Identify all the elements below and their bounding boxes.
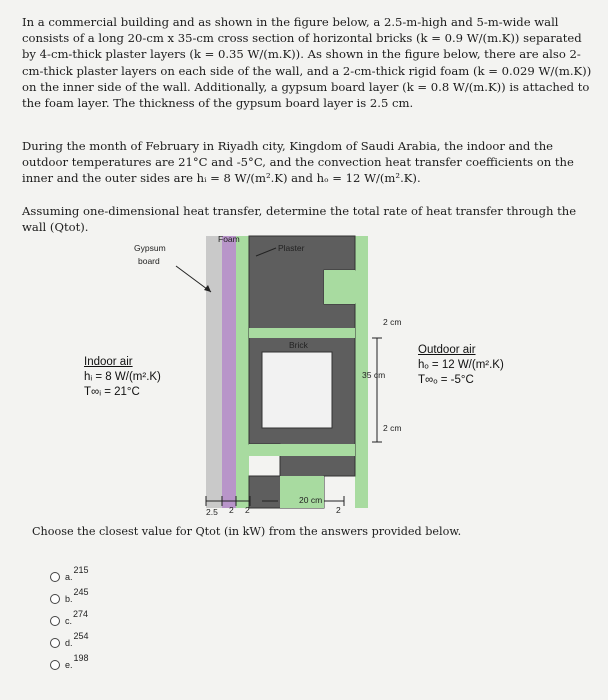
dim-plaster-in-label: 2	[245, 505, 250, 515]
indoor-t: T∞ᵢ = 21°C	[84, 386, 140, 398]
option-e[interactable]	[50, 650, 89, 672]
plaster-band-top	[249, 328, 355, 338]
board-label: board	[138, 256, 160, 266]
height-label: 35 cm	[362, 370, 386, 380]
option-value: 245	[73, 587, 89, 597]
radio-c[interactable]	[50, 616, 60, 626]
plaster-band-bottom	[249, 444, 355, 456]
bottom-gap-label: 2 cm	[383, 423, 402, 433]
outdoor-t: T∞ₒ = -5°C	[418, 374, 474, 386]
gypsum-layer	[206, 236, 222, 508]
option-d[interactable]	[50, 628, 89, 650]
indoor-air-title: Indoor air	[84, 356, 133, 368]
option-letter: c.	[65, 616, 73, 626]
indoor-air-block	[84, 355, 161, 400]
plaster-window	[262, 352, 332, 428]
option-letter: e.	[65, 660, 73, 670]
option-value: 215	[73, 565, 89, 575]
dim-gypsum-label: 2.5	[206, 507, 218, 517]
radio-e[interactable]	[50, 660, 60, 670]
radio-a[interactable]	[50, 572, 60, 582]
radio-d[interactable]	[50, 638, 60, 648]
problem-paragraph-1: In a commercial building and as shown in the figure below, a 2.5-m-high and 5-m-wide wall consists of a long 20-cm x 35-cm cross section of horizontal bricks (k = 0.9 W/(m.K)) separated by 4-cm-thick plaster layers (k = 0.35 W/(m.K)). As shown in the figure below, there are also 2-cm-thick plaster layers on each side of the wall, and a 2-cm-thick rigid foam (k = 0.029 W/(m.K)) on the inner side of the wall. Additionally, a gypsum board layer (k = 0.8 W/(m.K)) is attached to the foam layer. The thickness of the gypsum board layer is 2.5 cm.	[22, 15, 592, 111]
option-b[interactable]	[50, 584, 89, 606]
problem-paragraph-2: During the month of February in Riyadh city, Kingdom of Saudi Arabia, the indoor and the outdoor temperatures are 21°C and -5°C, and the convection heat transfer coefficients on the inner and the outer sides are hᵢ = 8 W/(m².K) and hₒ = 12 W/(m².K).	[22, 139, 574, 186]
foam-layer	[222, 236, 236, 508]
option-a[interactable]	[50, 562, 89, 584]
top-gap-label: 2 cm	[383, 317, 402, 327]
problem-paragraph-3: Assuming one-dimensional heat transfer, determine the total rate of heat transfer through the wall (Qtot).	[22, 204, 577, 235]
question-text: Choose the closest value for Qtot (in kW) from the answers provided below.	[32, 525, 462, 538]
option-c[interactable]	[50, 606, 88, 628]
outdoor-air-block	[418, 343, 504, 388]
option-letter: a.	[65, 572, 73, 582]
option-letter: b.	[65, 594, 73, 604]
plaster-label: Plaster	[278, 243, 305, 253]
option-value: 254	[73, 631, 89, 641]
plaster-inner-layer	[236, 236, 249, 508]
foam-label: Foam	[218, 234, 240, 244]
brick-label: Brick	[289, 340, 308, 350]
option-value: 198	[73, 653, 89, 663]
radio-b[interactable]	[50, 594, 60, 604]
outdoor-air-title: Outdoor air	[418, 344, 476, 356]
option-letter: d.	[65, 638, 73, 648]
plaster-inset-top	[324, 270, 355, 304]
outdoor-h: hₒ = 12 W/(m².K)	[418, 359, 504, 371]
dim-foam-label: 2	[229, 505, 234, 515]
option-value: 274	[73, 609, 89, 619]
width-label: 20 cm	[299, 495, 323, 505]
gypsum-label: Gypsum	[134, 243, 166, 253]
indoor-h: hᵢ = 8 W/(m².K)	[84, 371, 161, 383]
dim-plaster-out-label: 2	[336, 505, 341, 515]
